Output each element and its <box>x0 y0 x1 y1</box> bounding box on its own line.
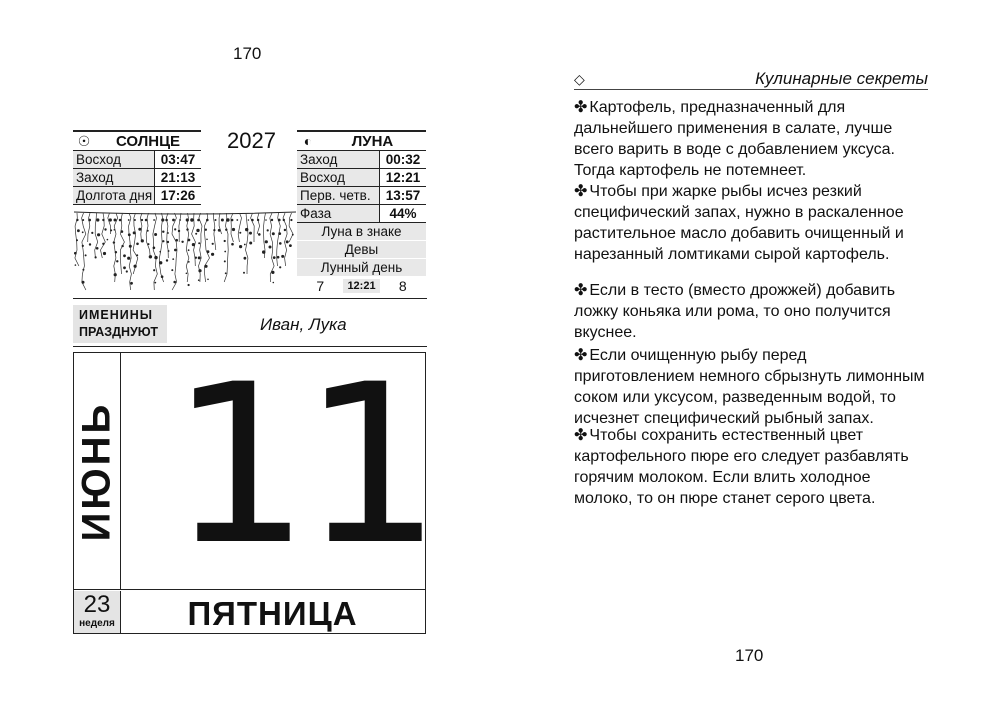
garland-bulb <box>265 219 267 221</box>
garland-bulb <box>195 233 197 235</box>
garland-bulb <box>149 255 152 258</box>
garland-bulb <box>218 229 221 232</box>
garland-bulb <box>123 254 126 257</box>
garland-bulb <box>289 244 292 247</box>
garland-bulb <box>231 243 234 246</box>
garland-strand <box>140 213 142 242</box>
garland-bulb <box>121 230 124 233</box>
garland-bulb <box>133 231 136 234</box>
day-number: 11 <box>170 337 434 593</box>
garland-bulb <box>134 265 137 268</box>
garland-bulb <box>76 219 78 221</box>
moon-row-value: 13:57 <box>379 187 426 204</box>
garland-bulb <box>127 257 130 260</box>
garland-strand <box>129 213 132 290</box>
garland-bulb <box>96 218 99 221</box>
garland-bulb <box>130 282 133 285</box>
tip-paragraph <box>574 345 928 429</box>
moon-row-label: Восход <box>297 169 379 186</box>
garland-bulb <box>85 254 87 256</box>
garland-bulb <box>239 245 242 248</box>
garland-bulb <box>167 232 169 234</box>
header-rule <box>574 89 928 90</box>
garland-bulb <box>281 255 284 258</box>
garland-bulb <box>198 256 201 259</box>
tip-text: Чтобы сохранить естественный цвет картофельного пюре его следует разбавлять горячим молоком. Если влить холодное молоко, то он пюре станет серого цвета. <box>574 427 909 507</box>
lunar-day-row <box>297 277 426 294</box>
lunar-day-time: 12:21 <box>343 279 379 293</box>
moon-sign-label: Луна в знаке <box>297 223 426 241</box>
garland-strand <box>246 213 249 274</box>
name-days-names: Иван, Лука <box>260 315 347 334</box>
sun-row <box>73 151 201 169</box>
sun-title: СОЛНЦЕ <box>115 132 181 150</box>
left-page-number: 170 <box>233 44 262 63</box>
garland-strand <box>289 213 293 242</box>
tip-paragraph <box>574 181 928 265</box>
garland-bulb <box>153 269 155 271</box>
garland-bulb <box>198 269 201 272</box>
garland-wire <box>74 212 296 214</box>
garland-bulb <box>109 218 112 221</box>
garland-bulb <box>225 272 227 274</box>
garland-bulb <box>174 249 177 252</box>
moon-row-label: Перв. четв. <box>297 187 379 204</box>
sun-row-label: Заход <box>73 169 154 186</box>
garland-bulb <box>207 279 209 281</box>
garland-bulb <box>82 281 85 284</box>
garland-bulb <box>110 229 112 231</box>
garland-bulb <box>102 243 104 245</box>
right-page-number: 170 <box>735 646 764 665</box>
tip-paragraph <box>574 425 928 509</box>
garland-bulb <box>226 218 229 221</box>
four-leaf-clover-icon: ✤ <box>574 183 588 200</box>
garland-bulb <box>162 240 164 242</box>
garland-bulb <box>128 219 130 221</box>
moon-title: ЛУНА <box>351 132 394 150</box>
name-days-label-line1: ИМЕНИНЫ <box>79 308 154 322</box>
garland-strand <box>108 213 111 234</box>
garland-bulb <box>249 232 252 235</box>
garland-bulb <box>198 242 200 244</box>
name-days-label <box>73 305 167 343</box>
month-column <box>74 353 121 589</box>
moon-row <box>297 205 426 223</box>
weekday: ПЯТНИЦА <box>187 595 358 632</box>
garland-bulb <box>119 219 122 222</box>
garland-bulb <box>168 250 170 252</box>
garland-bulb <box>190 218 193 221</box>
moon-row <box>297 169 426 187</box>
garland-bulb <box>154 233 157 236</box>
moon-row-value: 00:32 <box>379 151 426 168</box>
garland-decoration <box>74 210 296 296</box>
garland-bulb <box>188 284 190 286</box>
garland-bulb <box>162 231 164 233</box>
week-box <box>74 591 121 633</box>
garland-bulb <box>224 240 226 242</box>
moon-row <box>297 187 426 205</box>
garland-strand <box>257 213 260 234</box>
garland-bulb <box>172 219 175 222</box>
sun-row-label: Восход <box>73 151 154 168</box>
lunar-day-to: 8 <box>398 277 407 294</box>
garland-bulb <box>284 229 286 231</box>
garland-bulb <box>159 261 162 264</box>
garland-bulb <box>269 246 272 249</box>
garland-bulb <box>104 228 106 230</box>
moon-row-value: 44% <box>379 205 426 222</box>
garland-bulb <box>116 260 118 262</box>
garland-bulb <box>186 218 189 221</box>
garland-bulb <box>192 243 195 246</box>
sun-row-value: 03:47 <box>154 151 201 168</box>
garland-bulb <box>172 258 174 260</box>
sun-row-value: 17:26 <box>154 187 201 204</box>
garland-bulb <box>292 234 294 236</box>
garland-bulb <box>211 253 214 256</box>
diamond-icon: ◇ <box>574 71 585 87</box>
garland-bulb <box>244 244 246 246</box>
garland-bulb <box>138 228 141 231</box>
moon-table-header <box>297 132 426 151</box>
garland-bulb <box>167 241 169 243</box>
sun-row-label: Долгота дня <box>73 187 154 204</box>
garland-bulb <box>171 269 173 271</box>
garland-strand <box>82 213 86 290</box>
garland-bulb <box>165 219 168 222</box>
garland-bulb <box>279 266 281 268</box>
year: 2027 <box>227 128 276 153</box>
tip-text: Картофель, предназначенный для дальнейшего применения в салате, лучше всего варить в воде с добавлением уксуса. Тогда картофель не потемнеет. <box>574 99 895 179</box>
garland-strand <box>120 213 124 274</box>
garland-bulb <box>232 228 235 231</box>
garland-bulb <box>204 265 207 268</box>
garland-bulb <box>258 233 261 236</box>
garland-bulb <box>224 251 226 253</box>
garland-bulb <box>272 232 275 235</box>
garland-bulb <box>244 257 247 260</box>
garland-bulb <box>136 243 139 246</box>
garland-strand <box>179 213 181 242</box>
garland-strand <box>205 213 210 282</box>
garland-bulb <box>273 282 275 284</box>
garland-bulb <box>239 232 241 234</box>
garland-bulb <box>257 219 259 221</box>
garland-bulb <box>279 242 282 245</box>
garland-bulb <box>113 241 115 243</box>
garland-bulb <box>126 270 128 272</box>
sun-table-header <box>73 132 201 151</box>
garland-bulb <box>103 252 106 255</box>
garland-bulb <box>145 219 148 222</box>
garland-bulb <box>134 219 136 221</box>
garland-bulb <box>249 242 252 245</box>
garland-bulb <box>188 239 191 242</box>
tip-text: Если в тесто (вместо дрожжей) добавить ложку коньяка или рома, то оно получится вкуснее. <box>574 282 896 341</box>
garland-bulb <box>82 219 84 221</box>
garland-strand <box>159 213 163 282</box>
garland-bulb <box>195 257 197 259</box>
four-leaf-clover-icon: ✤ <box>574 427 588 444</box>
garland-bulb <box>123 266 126 269</box>
garland-bulb <box>97 233 100 236</box>
garland-strand <box>186 213 189 282</box>
garland-bulb <box>77 229 80 232</box>
garland-bulb <box>95 256 97 258</box>
moon-sign-value: Девы <box>297 241 426 259</box>
garland-strand <box>224 213 228 282</box>
garland-bulb <box>174 228 176 230</box>
sun-row <box>73 187 201 205</box>
tip-paragraph <box>574 97 928 181</box>
garland-bulb <box>129 245 132 248</box>
garland-bulb <box>114 229 116 231</box>
garland-bulb <box>265 240 268 243</box>
month-name: ИЮНЬ <box>74 401 119 542</box>
garland-bulb <box>205 229 207 231</box>
moon-row-label: Заход <box>297 151 379 168</box>
sun-row-value: 21:13 <box>154 169 201 186</box>
garland-bulb <box>197 219 200 222</box>
garland-bulb <box>271 219 273 221</box>
garland-bulb <box>206 219 209 222</box>
lunar-day-from: 7 <box>316 277 325 294</box>
name-days-label-line2: ПРАЗДНУЮТ <box>79 325 159 339</box>
garland-strand <box>238 213 241 242</box>
garland-bulb <box>224 260 226 262</box>
garland-bulb <box>271 271 274 274</box>
garland-bulb <box>166 259 168 261</box>
garland-strand <box>231 213 234 242</box>
half-moon-icon: ◐ <box>303 133 313 149</box>
lunar-day-label: Лунный день <box>297 259 426 277</box>
garland-bulb <box>243 272 245 274</box>
sun-row <box>73 169 201 187</box>
moon-row-label: Фаза <box>297 205 379 222</box>
four-leaf-clover-icon: ✤ <box>574 99 588 116</box>
garland-bulb <box>175 239 178 242</box>
garland-bulb <box>115 251 117 253</box>
garland-bulb <box>102 219 104 221</box>
four-leaf-clover-icon: ✤ <box>574 282 588 299</box>
garland-bulb <box>278 232 281 235</box>
garland-bulb <box>147 230 149 232</box>
garland-bulb <box>212 243 214 245</box>
garland-bulb <box>178 230 180 232</box>
garland-bulb <box>128 233 131 236</box>
garland-bulb <box>153 247 156 250</box>
week-label: неделя <box>79 618 115 629</box>
garland-bulb <box>75 264 77 266</box>
garland-bulb <box>159 251 161 253</box>
garland-bulb <box>96 247 99 250</box>
garland-strand <box>153 213 157 290</box>
tip-text: Чтобы при жарке рыбы исчез резкий специфический запах, нужно в раскаленное растительное масло добавить очищенный и нарезанный ломтиками сырой картофель. <box>574 183 904 263</box>
garland-bulb <box>89 243 91 245</box>
garland-bulb <box>82 231 84 233</box>
garland-bulb <box>286 240 289 243</box>
four-leaf-clover-icon: ✤ <box>574 347 588 364</box>
bottom-divider <box>74 589 425 590</box>
date-box <box>73 337 434 634</box>
garland-bulb <box>154 256 157 259</box>
garland-bulb <box>161 218 164 221</box>
garland-bulb <box>283 219 285 221</box>
week-number: 23 <box>83 591 111 618</box>
garland-bulb <box>173 281 176 284</box>
garland-bulb <box>236 219 238 221</box>
moon-row <box>297 151 426 169</box>
garland-bulb <box>91 232 93 234</box>
garland-strand <box>214 213 216 250</box>
garland-bulb <box>213 229 215 231</box>
garland-bulb <box>221 219 224 222</box>
garland-bulb <box>206 239 208 241</box>
garland-bulb <box>188 261 190 263</box>
garland-bulb <box>231 219 234 222</box>
garland-bulb <box>198 279 200 281</box>
garland-bulb <box>82 245 84 247</box>
section-title: Кулинарные секреты <box>755 69 928 88</box>
garland-bulb <box>207 250 210 253</box>
moon-row-value: 12:21 <box>379 169 426 186</box>
garland-bulb <box>179 219 181 221</box>
garland-bulb <box>114 219 117 222</box>
garland-bulb <box>74 252 77 255</box>
garland-bulb <box>273 256 276 259</box>
garland-bulb <box>267 229 269 231</box>
garland-strand <box>251 213 255 242</box>
garland-bulb <box>290 219 292 221</box>
garland-bulb <box>186 228 188 230</box>
moon-table <box>297 130 426 294</box>
sun-icon: ☉ <box>77 132 91 149</box>
garland-bulb <box>215 219 217 221</box>
garland-bulb <box>161 275 164 278</box>
garland-bulb <box>141 239 144 242</box>
garland-bulb <box>76 239 78 241</box>
sun-table <box>73 130 201 205</box>
tip-paragraph <box>574 280 928 343</box>
garland-bulb <box>188 249 190 251</box>
garland-bulb <box>88 219 91 222</box>
garland-bulb <box>153 219 155 221</box>
divider <box>73 298 427 299</box>
garland-bulb <box>251 219 254 222</box>
garland-bulb <box>245 228 248 231</box>
garland-bulb <box>225 229 227 231</box>
garland-bulb <box>136 254 138 256</box>
garland-strand <box>172 213 177 290</box>
garland-bulb <box>82 269 84 271</box>
garland-bulb <box>148 243 150 245</box>
tip-text: Если очищенную рыбу перед приготовлением немного сбрызнуть лимонным соком или уксусом, разведенным водой, то исчезнет специфический рыбный запах. <box>574 347 925 427</box>
garland-bulb <box>196 229 199 232</box>
garland-bulb <box>121 245 123 247</box>
garland-bulb <box>262 250 265 253</box>
garland-bulb <box>278 219 281 222</box>
garland-bulb <box>181 241 183 243</box>
garland-strand <box>88 213 90 242</box>
garland-bulb <box>141 219 143 221</box>
garland-bulb <box>248 219 250 221</box>
garland-strand <box>114 213 118 282</box>
garland-bulb <box>107 239 109 241</box>
garland-bulb <box>154 282 156 284</box>
garland-bulb <box>277 256 280 259</box>
garland-bulb <box>186 273 188 275</box>
garland-bulb <box>114 273 117 276</box>
